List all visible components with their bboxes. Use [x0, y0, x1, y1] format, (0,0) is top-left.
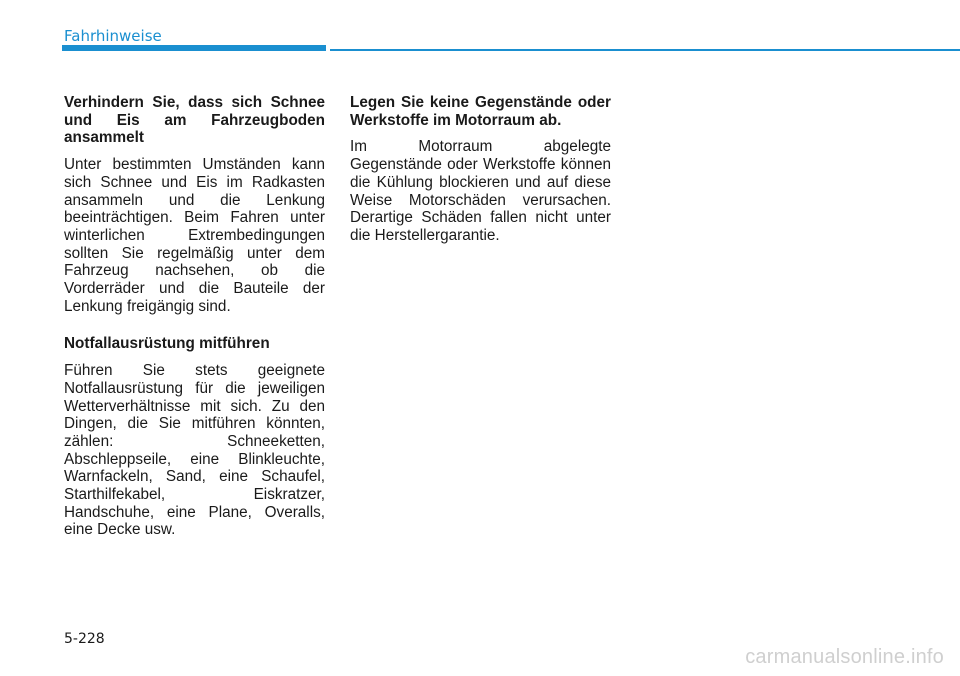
header-rule-thin [330, 49, 960, 51]
section-title: Fahrhinweise [64, 27, 162, 45]
left-column [64, 94, 325, 539]
right-column [350, 94, 611, 245]
emergency-equipment-heading: Notfallausrüstung mitführen [64, 335, 270, 353]
snow-ice-heading: Verhindern Sie, dass sich Schnee und Eis am Fahrzeugboden ansammelt [64, 94, 325, 147]
watermark: carmanualsonline.info [745, 646, 944, 668]
snow-ice-paragraph: Unter bestimmten Umständen kann sich Schnee und Eis im Radkasten ansammeln und die Lenkung beeinträchtigen. Beim Fahren unter winterlichen Extrembedingungen sollten Sie regelmäßig unter dem Fahrzeug nachsehen, ob die Vorderräder und die Bauteile der Lenkung freigängig sind. [64, 156, 325, 315]
emergency-equipment-paragraph: Führen Sie stets geeignete Notfallausrüstung für die jeweiligen Wetterverhältnisse mit sich. Zu den Dingen, die Sie mitführen könnten, zählen: Schneeketten, Abschleppseile, eine Blinkleuchte, Warnfackeln, Sand, eine Schaufel, Starthilfekabel, Eiskratzer, Handschuhe, eine Plane, Overalls, eine Decke usw. [64, 362, 325, 539]
engine-compartment-paragraph: Im Motorraum abgelegte Gegenstände oder Werkstoffe können die Kühlung blockieren und auf diese Weise Motorschäden verursachen. Derartige Schäden fallen nicht unter die Herstellergarantie. [350, 138, 611, 244]
header-rule-thick [62, 45, 326, 51]
page-number: 5-228 [64, 631, 105, 647]
engine-compartment-heading: Legen Sie keine Gegenstände oder Werkstoffe im Motorraum ab. [350, 94, 611, 129]
